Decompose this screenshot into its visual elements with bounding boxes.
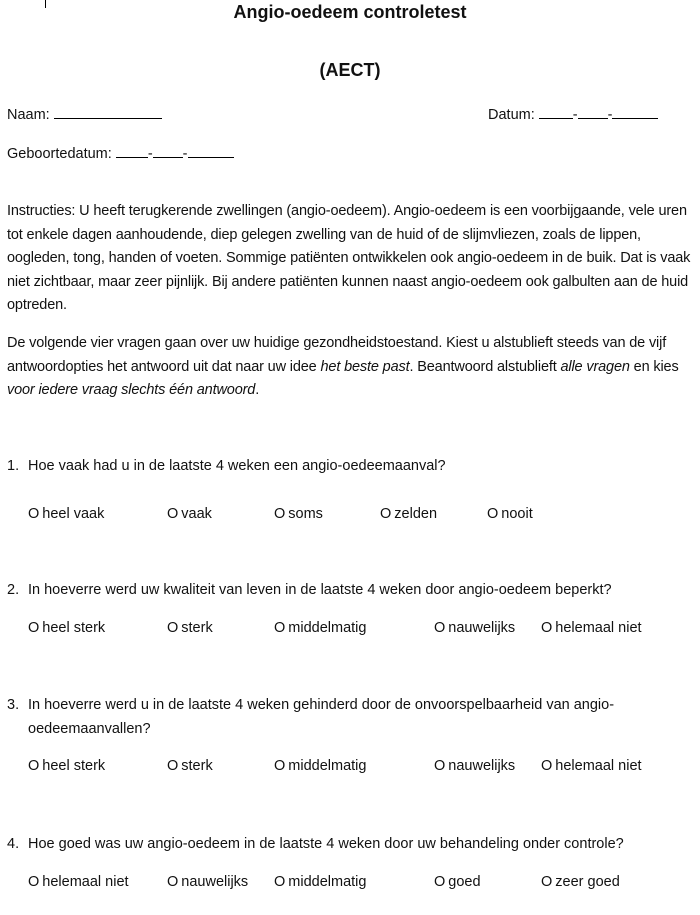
question-3 xyxy=(7,694,687,741)
radio-circle-icon[interactable]: O xyxy=(541,620,553,636)
option-label: middelmatig xyxy=(288,758,367,774)
option-label: heel sterk xyxy=(42,620,106,636)
option-helemaal-niet[interactable] xyxy=(28,874,129,890)
option-label: vaak xyxy=(181,506,212,522)
instructions-paragraph: Instructies: U heeft terugkerende zwellingen (angio-oedeem). Angio-oedeem is een voorbijgaande, vele uren tot enkele dagen aanhoudende, diep gelegen zwelling van de huid of de slijmvliezen, zoals de lippen, oogleden, tong, handen of voeten. Sommige patiënten ontwikkelen ook angio-oedeem in de buik. Dat is vaak niet zichtbaar, maar zeer pijnlijk. Bij andere patiënten kunnen naast angio-oedeem ook galbulten aan de huid optreden. xyxy=(7,203,691,313)
question-text: In hoeverre werd uw kwaliteit van leven in de laatste 4 weken door angio-oedeem beperkt? xyxy=(28,582,612,598)
option-label: helemaal niet xyxy=(555,758,642,774)
option-label: middelmatig xyxy=(288,874,367,890)
option-heel-sterk[interactable] xyxy=(28,758,105,774)
option-label: middelmatig xyxy=(288,620,367,636)
name-field[interactable] xyxy=(7,104,162,123)
option-middelmatig[interactable] xyxy=(274,874,366,890)
guidance-text: . xyxy=(255,382,260,398)
radio-circle-icon[interactable]: O xyxy=(434,874,446,890)
name-blank[interactable] xyxy=(54,104,162,119)
question-2 xyxy=(7,579,687,603)
date-separator: - xyxy=(572,107,578,123)
option-nauwelijks[interactable] xyxy=(434,758,515,774)
question-1-options xyxy=(28,506,688,526)
option-label: soms xyxy=(288,506,323,522)
radio-circle-icon[interactable]: O xyxy=(167,874,179,890)
guidance-emphasis: het beste past xyxy=(320,358,410,375)
option-nauwelijks[interactable] xyxy=(434,620,515,636)
question-number: 1. xyxy=(7,458,20,474)
birthdate-label: Geboortedatum: xyxy=(7,146,112,162)
option-heel-vaak[interactable] xyxy=(28,506,104,522)
question-3-options xyxy=(28,758,688,778)
question-text: In hoeverre werd u in de laatste 4 weken gehinderd door de onvoorspelbaarheid van angio-oedeemaanvallen? xyxy=(28,697,615,737)
radio-circle-icon[interactable]: O xyxy=(167,620,179,636)
option-goed[interactable] xyxy=(434,874,481,890)
option-middelmatig[interactable] xyxy=(274,620,366,636)
date-label: Datum: xyxy=(488,107,535,123)
option-label: nauwelijks xyxy=(448,758,516,774)
guidance-emphasis: alle vragen xyxy=(560,358,630,375)
option-label: zeer goed xyxy=(555,874,620,890)
option-nooit[interactable] xyxy=(487,506,533,522)
question-4 xyxy=(7,833,687,857)
option-label: nauwelijks xyxy=(181,874,249,890)
option-middelmatig[interactable] xyxy=(274,758,366,774)
document-title: Angio-oedeem controletest xyxy=(233,2,467,22)
option-zeer-goed[interactable] xyxy=(541,874,620,890)
birthdate-day-blank[interactable] xyxy=(116,143,148,158)
question-number: 2. xyxy=(7,582,20,598)
guidance-paragraph xyxy=(7,332,693,403)
date-month-blank[interactable] xyxy=(578,104,608,119)
radio-circle-icon[interactable]: O xyxy=(167,506,179,522)
option-label: zelden xyxy=(394,506,438,522)
radio-circle-icon[interactable]: O xyxy=(274,874,286,890)
option-label: heel vaak xyxy=(42,506,105,522)
question-text: Hoe goed was uw angio-oedeem in de laatste 4 weken door uw behandeling onder controle? xyxy=(28,836,624,852)
date-separator: - xyxy=(607,107,613,123)
option-heel-sterk[interactable] xyxy=(28,620,105,636)
document-subtitle: (AECT) xyxy=(319,60,381,80)
radio-circle-icon[interactable]: O xyxy=(28,874,40,890)
option-zelden[interactable] xyxy=(380,506,437,522)
guidance-emphasis: voor iedere vraag slechts één antwoord xyxy=(7,382,256,398)
question-text: Hoe vaak had u in de laatste 4 weken een angio-oedeemaanval? xyxy=(28,458,446,474)
option-label: goed xyxy=(448,874,481,890)
radio-circle-icon[interactable]: O xyxy=(487,506,499,522)
option-nauwelijks[interactable] xyxy=(167,874,248,890)
option-helemaal-niet[interactable] xyxy=(541,758,642,774)
option-label: nauwelijks xyxy=(448,620,516,636)
birthdate-year-blank[interactable] xyxy=(188,143,234,158)
radio-circle-icon[interactable]: O xyxy=(274,506,286,522)
name-label: Naam: xyxy=(7,107,50,123)
option-label: helemaal niet xyxy=(555,620,642,636)
date-day-blank[interactable] xyxy=(539,104,573,119)
option-label: helemaal niet xyxy=(42,874,129,890)
birthdate-month-blank[interactable] xyxy=(153,143,183,158)
date-year-blank[interactable] xyxy=(612,104,658,119)
option-vaak[interactable] xyxy=(167,506,212,522)
birthdate-field[interactable] xyxy=(7,143,234,162)
radio-circle-icon[interactable]: O xyxy=(380,506,392,522)
radio-circle-icon[interactable]: O xyxy=(541,758,553,774)
date-separator: - xyxy=(147,146,153,162)
radio-circle-icon[interactable]: O xyxy=(28,620,40,636)
radio-circle-icon[interactable]: O xyxy=(434,620,446,636)
question-number: 3. xyxy=(7,697,20,713)
radio-circle-icon[interactable]: O xyxy=(274,620,286,636)
option-soms[interactable] xyxy=(274,506,323,522)
radio-circle-icon[interactable]: O xyxy=(541,874,553,890)
date-field[interactable] xyxy=(488,104,658,123)
radio-circle-icon[interactable]: O xyxy=(274,758,286,774)
option-label: nooit xyxy=(501,506,533,522)
option-label: sterk xyxy=(181,620,213,636)
question-4-options xyxy=(28,874,688,894)
question-1 xyxy=(7,455,687,479)
radio-circle-icon[interactable]: O xyxy=(167,758,179,774)
guidance-text: . Beantwoord alstublieft xyxy=(409,358,561,375)
option-label: sterk xyxy=(181,758,213,774)
option-sterk[interactable] xyxy=(167,620,213,636)
radio-circle-icon[interactable]: O xyxy=(28,758,40,774)
option-label: heel sterk xyxy=(42,758,106,774)
guidance-text: De volgende vier vragen gaan over uw huidige gezondheidstoestand. Kiest u alstublieft steeds van de vijf antwoordopties het antwoord uit dat naar uw idee xyxy=(7,335,667,375)
option-helemaal-niet[interactable] xyxy=(541,620,642,636)
option-sterk[interactable] xyxy=(167,758,213,774)
guidance-text: en kies xyxy=(629,358,679,375)
question-2-options xyxy=(28,620,688,640)
question-number: 4. xyxy=(7,836,20,852)
date-separator: - xyxy=(182,146,188,162)
radio-circle-icon[interactable]: O xyxy=(28,506,40,522)
radio-circle-icon[interactable]: O xyxy=(434,758,446,774)
